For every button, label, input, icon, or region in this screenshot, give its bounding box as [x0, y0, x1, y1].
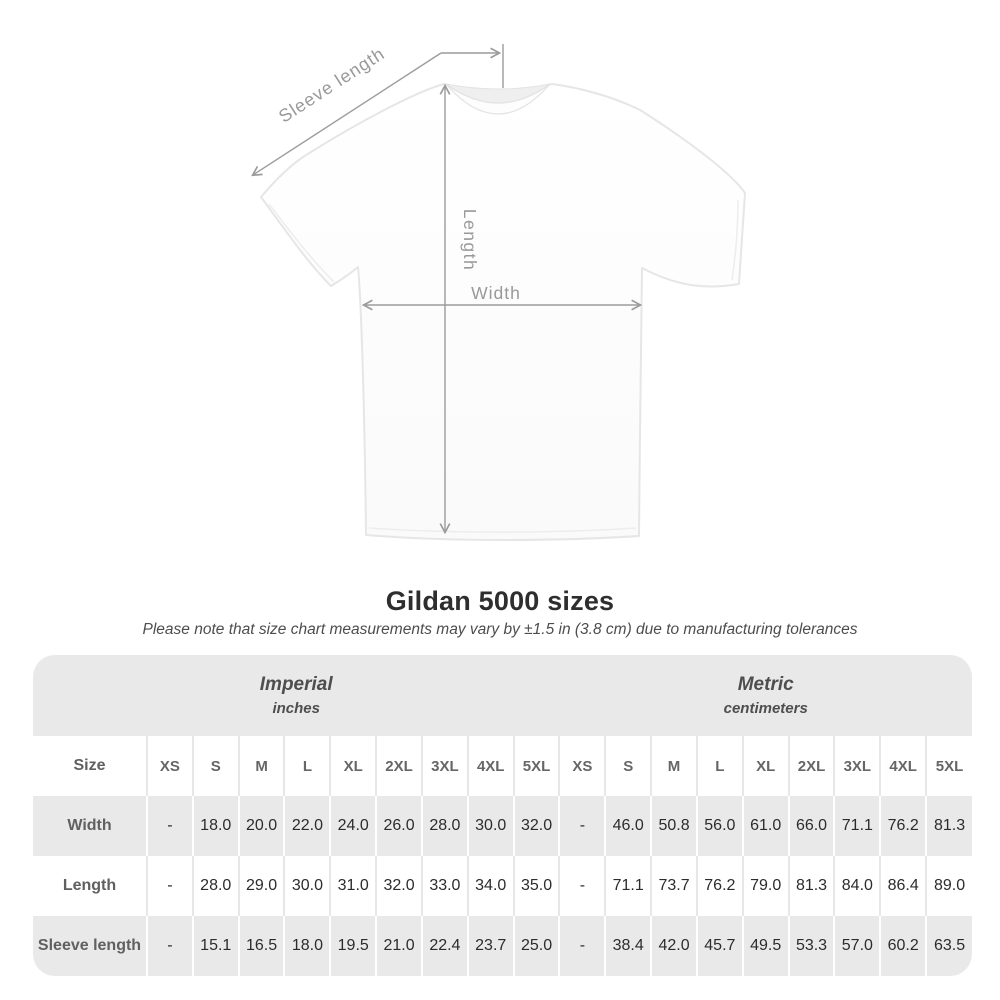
value-cell: 32.0 [514, 796, 560, 856]
table-row [33, 916, 972, 976]
value-cell: 22.4 [422, 916, 468, 976]
value-cell: 81.3 [926, 796, 972, 856]
value-cell: 30.0 [284, 856, 330, 916]
value-cell: - [559, 796, 605, 856]
value-cell: 22.0 [284, 796, 330, 856]
value-cell: 21.0 [376, 916, 422, 976]
size-col-header: L [284, 736, 330, 796]
value-cell: 28.0 [422, 796, 468, 856]
imperial-label: Imperial [259, 674, 333, 695]
size-col-header: XL [743, 736, 789, 796]
tshirt-figure [261, 84, 745, 540]
value-cell: 34.0 [468, 856, 514, 916]
value-cell: 20.0 [239, 796, 285, 856]
size-col-header: 5XL [926, 736, 972, 796]
value-cell: 73.7 [651, 856, 697, 916]
value-cell: 29.0 [239, 856, 285, 916]
page-title: Gildan 5000 sizes [385, 586, 615, 616]
value-cell: 66.0 [789, 796, 835, 856]
value-cell: 26.0 [376, 796, 422, 856]
value-cell: 79.0 [743, 856, 789, 916]
value-cell: 89.0 [926, 856, 972, 916]
size-chart-table [33, 655, 972, 976]
size-col-header: 3XL [422, 736, 468, 796]
value-cell: 84.0 [834, 856, 880, 916]
value-cell: 35.0 [514, 856, 560, 916]
row-label: Length [33, 856, 147, 916]
size-header-row [33, 736, 972, 796]
size-col-header: M [239, 736, 285, 796]
size-table-body [33, 796, 972, 976]
value-cell: 49.5 [743, 916, 789, 976]
value-cell: 46.0 [605, 796, 651, 856]
value-cell: 24.0 [330, 796, 376, 856]
value-cell: 23.7 [468, 916, 514, 976]
row-label: Width [33, 796, 147, 856]
value-cell: 30.0 [468, 796, 514, 856]
value-cell: 31.0 [330, 856, 376, 916]
tshirt-body [261, 84, 745, 540]
size-col-header: XS [147, 736, 193, 796]
value-cell: 16.5 [239, 916, 285, 976]
value-cell: 38.4 [605, 916, 651, 976]
value-cell: 50.8 [651, 796, 697, 856]
length-label: Length [460, 208, 480, 272]
size-chart-table-card [33, 655, 972, 976]
metric-label: Metric [737, 674, 794, 695]
table-row [33, 856, 972, 916]
size-col-header: M [651, 736, 697, 796]
value-cell: 18.0 [193, 796, 239, 856]
value-cell: 61.0 [743, 796, 789, 856]
size-col-header: 4XL [468, 736, 514, 796]
metric-header-cell [559, 655, 972, 736]
size-col-header: 3XL [834, 736, 880, 796]
value-cell: 56.0 [697, 796, 743, 856]
value-cell: 57.0 [834, 916, 880, 976]
value-cell: 18.0 [284, 916, 330, 976]
value-cell: 86.4 [880, 856, 926, 916]
value-cell: - [559, 916, 605, 976]
row-label: Sleeve length [33, 916, 147, 976]
size-col-header: S [605, 736, 651, 796]
value-cell: 42.0 [651, 916, 697, 976]
value-cell: 19.5 [330, 916, 376, 976]
value-cell: - [147, 856, 193, 916]
imperial-sublabel: inches [272, 700, 320, 717]
imperial-header-cell [33, 655, 559, 736]
value-cell: 33.0 [422, 856, 468, 916]
size-col-header: S [193, 736, 239, 796]
value-cell: 71.1 [834, 796, 880, 856]
width-label: Width [471, 283, 521, 303]
value-cell: 71.1 [605, 856, 651, 916]
value-cell: 63.5 [926, 916, 972, 976]
size-col-header: 2XL [376, 736, 422, 796]
value-cell: 81.3 [789, 856, 835, 916]
value-cell: - [147, 916, 193, 976]
size-col-header: 4XL [880, 736, 926, 796]
value-cell: 60.2 [880, 916, 926, 976]
size-col-header: XS [559, 736, 605, 796]
table-row [33, 796, 972, 856]
value-cell: 45.7 [697, 916, 743, 976]
metric-sublabel: centimeters [723, 700, 808, 717]
value-cell: 76.2 [697, 856, 743, 916]
value-cell: 53.3 [789, 916, 835, 976]
unit-header-row [33, 655, 972, 736]
value-cell: 76.2 [880, 796, 926, 856]
size-col-header: 2XL [789, 736, 835, 796]
size-col-header: XL [330, 736, 376, 796]
value-cell: - [147, 796, 193, 856]
value-cell: 32.0 [376, 856, 422, 916]
size-col-header: L [697, 736, 743, 796]
size-col-header: 5XL [514, 736, 560, 796]
value-cell: - [559, 856, 605, 916]
value-cell: 15.1 [193, 916, 239, 976]
page-subtitle: Please note that size chart measurements may vary by ±1.5 in (3.8 cm) due to manufacturing tolerances [142, 621, 858, 638]
size-header-label: Size [33, 736, 147, 796]
sleeve-length-label: Sleeve length [275, 43, 389, 127]
value-cell: 25.0 [514, 916, 560, 976]
value-cell: 28.0 [193, 856, 239, 916]
